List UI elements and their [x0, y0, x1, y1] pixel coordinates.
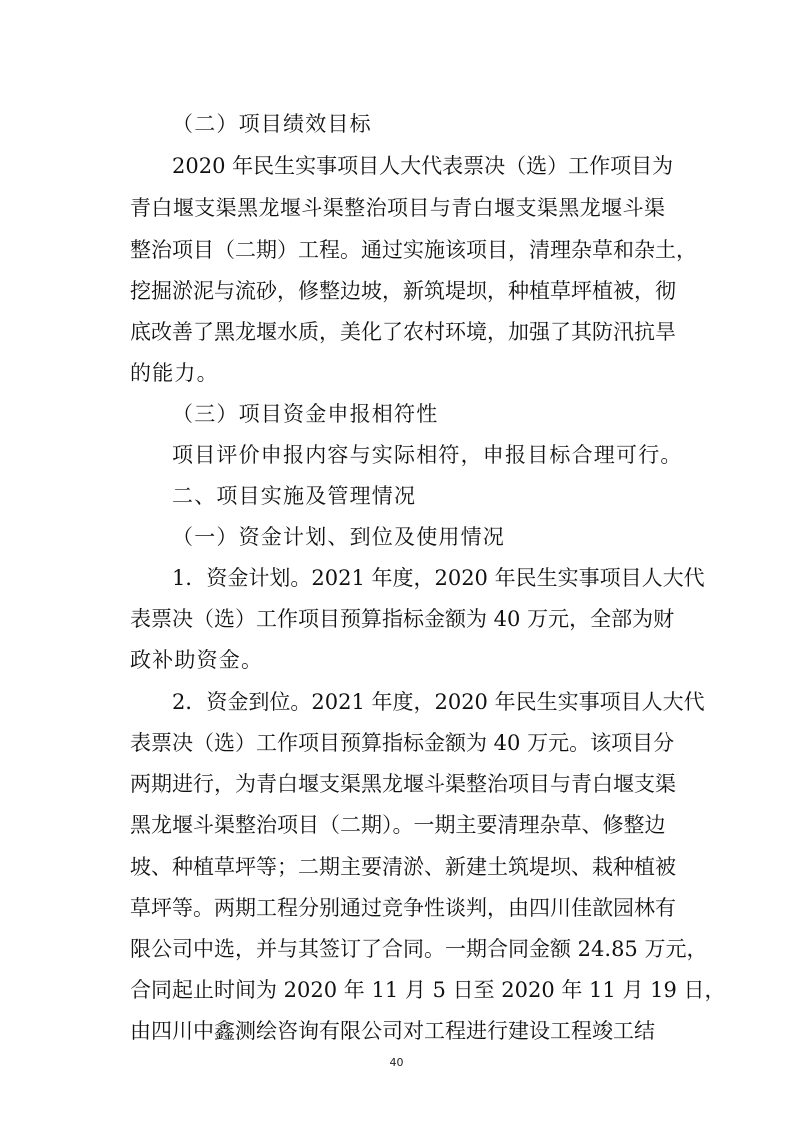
paragraph-line: 由四川中鑫测绘咨询有限公司对工程进行建设工程竣工结	[130, 1019, 655, 1043]
paragraph-line: 2020 年民生实事项目人大代表票决（选）工作项目为	[172, 154, 674, 178]
paragraph-line: 的能力。	[130, 361, 219, 385]
paragraph-line: 项目评价申报内容与实际相符，申报目标合理可行。	[172, 443, 683, 467]
paragraph-line: 挖掘淤泥与流砂，修整边坡，新筑堤坝，种植草坪植被，彻	[130, 279, 676, 303]
paragraph-line: 2．资金到位。2021 年度，2020 年民生实事项目人大代	[172, 690, 705, 714]
paragraph-line: 政补助资金。	[130, 648, 264, 672]
paragraph-line: 底改善了黑龙堰水质，美化了农村环境，加强了其防汛抗旱	[130, 320, 676, 344]
paragraph-line: 草坪等。两期工程分别通过竞争性谈判，由四川佳歆园林有	[130, 896, 676, 920]
paragraph-line: 两期进行，为青白堰支渠黑龙堰斗渠整治项目与青白堰支渠	[130, 772, 676, 796]
heading-implementation-management: 二、项目实施及管理情况	[172, 484, 417, 508]
paragraph-line: 青白堰支渠黑龙堰斗渠整治项目与青白堰支渠黑龙堰斗渠	[130, 196, 665, 220]
paragraph-line: 限公司中选，并与其签订了合同。一期合同金额 24.85 万元，	[130, 937, 708, 961]
paragraph-line: 黑龙堰斗渠整治项目（二期）。一期主要清理杂草、修整边	[130, 813, 666, 837]
page-number: 40	[389, 1056, 404, 1069]
paragraph-line: 整治项目（二期）工程。通过实施该项目，清理杂草和杂土，	[130, 238, 697, 262]
paragraph-line: 表票决（选）工作项目预算指标金额为 40 万元，全部为财	[130, 607, 675, 631]
heading-funding-plan: （一）资金计划、到位及使用情况	[172, 525, 505, 549]
paragraph-line: 坡、种植草坪等；二期主要清淤、新建土筑堤坝、栽种植被	[130, 855, 676, 879]
paragraph-line: 合同起止时间为 2020 年 11 月 5 日至 2020 年 11 月 19 日，	[130, 978, 726, 1002]
heading-funding-consistency: （三）项目资金申报相符性	[172, 402, 439, 426]
heading-performance-goals: （二）项目绩效目标	[172, 112, 372, 136]
paragraph-line: 1．资金计划。2021 年度，2020 年民生实事项目人大代	[172, 566, 705, 590]
paragraph-line: 表票决（选）工作项目预算指标金额为 40 万元。该项目分	[130, 731, 675, 755]
